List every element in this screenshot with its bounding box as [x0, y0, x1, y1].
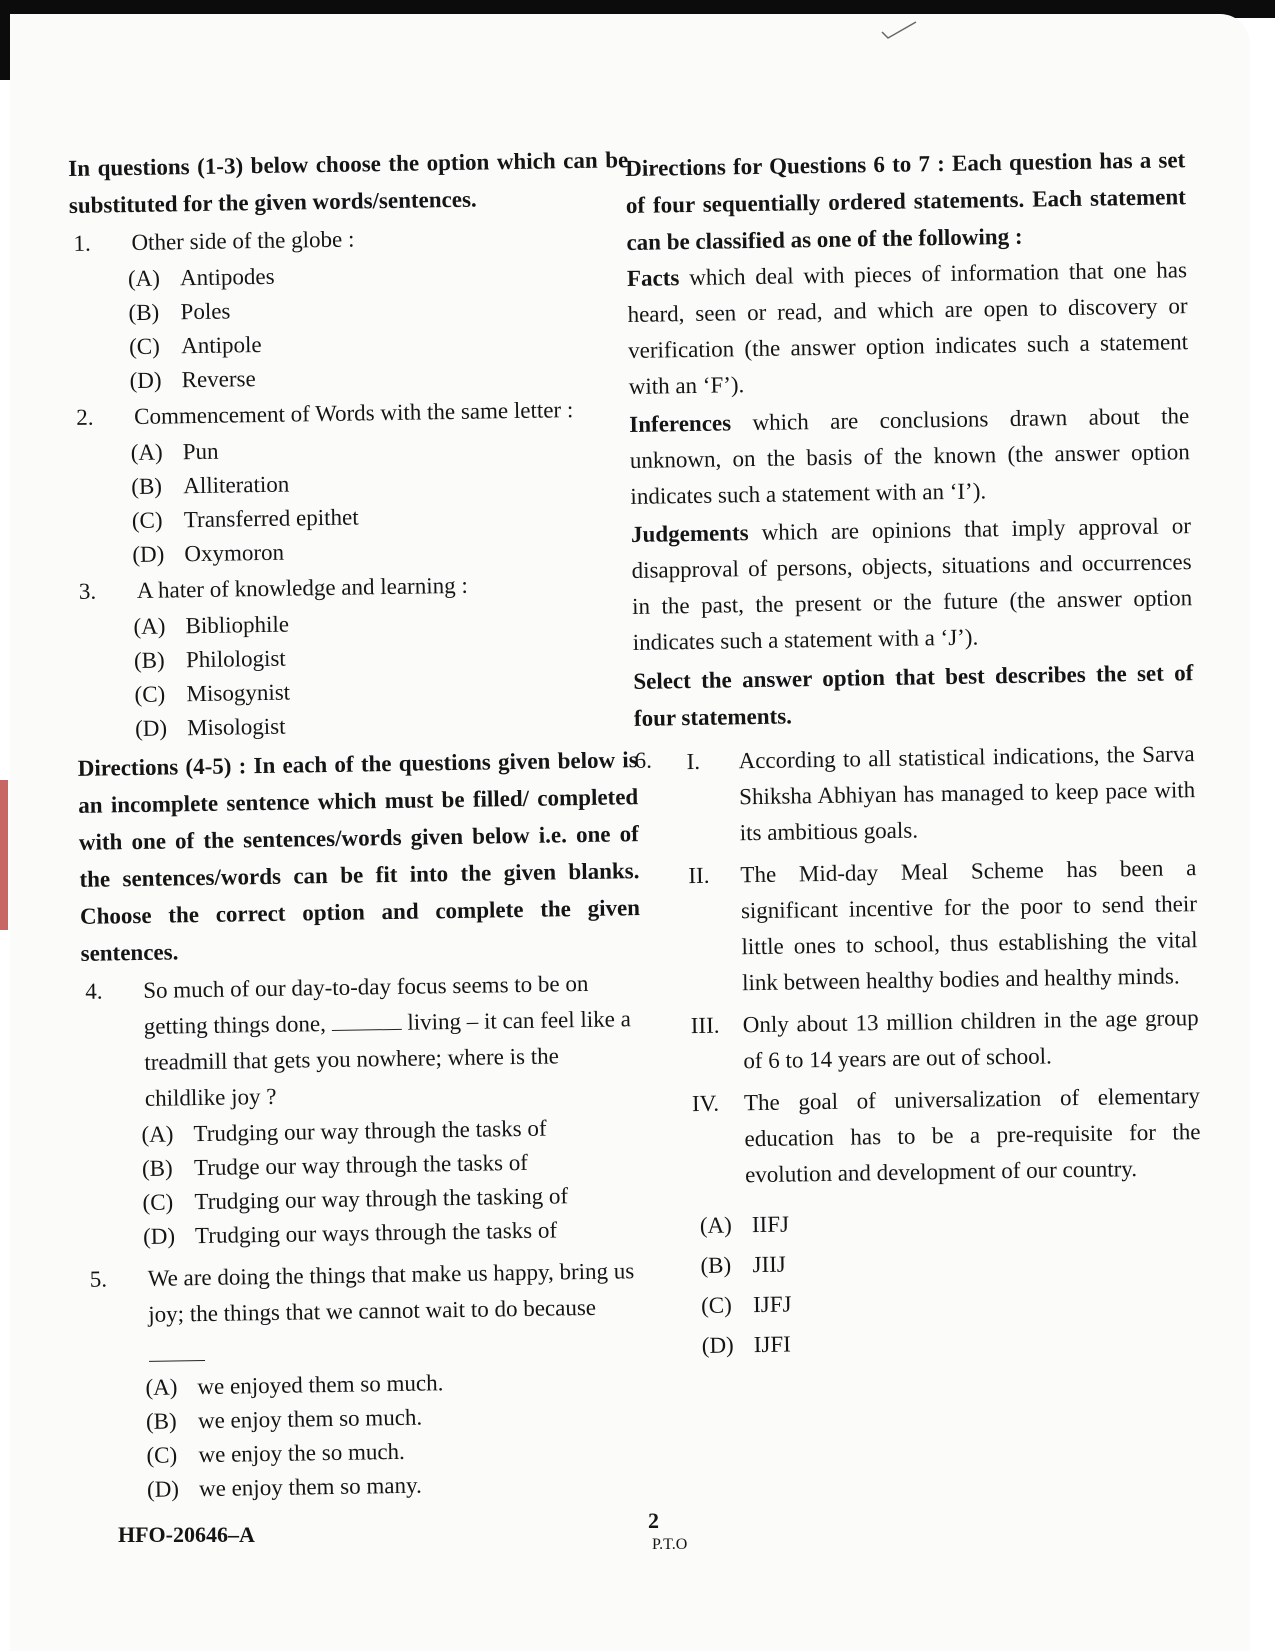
statement-text: According to all statistical indications, the Sarva Shiksha Abhiyan has managed to keep pace with its ambitious goals.	[738, 741, 1196, 846]
option-label: (A)	[133, 613, 166, 640]
question-4	[81, 965, 645, 1254]
question-number: 1.	[73, 230, 91, 256]
option-label: (D)	[134, 715, 168, 742]
option-text: Poles	[180, 298, 231, 325]
option-text: IIFJ	[751, 1211, 790, 1238]
option-text: Trudging our ways through the tasks of	[194, 1217, 558, 1249]
option-text: Philologist	[185, 645, 286, 673]
question-6-options	[642, 1200, 1204, 1369]
fill-in-blank	[331, 1007, 401, 1031]
question-text-after-blank: living – it can feel like a treadmill that gets you nowhere; where is the childlike joy ?	[144, 1006, 632, 1111]
option-label: (B)	[145, 1408, 177, 1434]
option-label: (C)	[128, 333, 160, 360]
statement-label: I.	[686, 748, 701, 775]
question-number: 2.	[76, 404, 94, 430]
question-number: 6.	[634, 747, 653, 773]
option-label: (D)	[142, 1223, 176, 1249]
question-text-before-blank: So much of our day-to-day focus seems to be on getting things done,	[143, 970, 589, 1039]
option-text: Transferred epithet	[183, 504, 359, 533]
judgements-text: which are opinions that imply approval or disapproval of persons, objects, situations and occurrences in the past, the present or the future (the answer option indicates such a statement with a ‘J’).	[631, 513, 1193, 655]
question-text: Other side of the globe :	[131, 226, 355, 256]
booklet-code: HFO-20646–A	[118, 1522, 255, 1547]
option-label: (D)	[146, 1476, 180, 1502]
page-number: 2	[648, 1508, 659, 1533]
question-5	[85, 1253, 649, 1507]
option-label: (D)	[129, 367, 162, 394]
option-label: (C)	[131, 507, 163, 534]
option-text: Alliteration	[183, 471, 290, 499]
option-text: we enjoy them so many.	[198, 1472, 422, 1502]
section-heading-1-3: In questions (1-3) below choose the option which can be substituted for the given words/sentences.	[68, 147, 629, 218]
scan-edge-mark	[0, 780, 8, 930]
option-text: Oxymoron	[184, 539, 285, 567]
option-d[interactable]	[132, 529, 634, 571]
page-turn-mark: P.T.O	[652, 1536, 688, 1553]
right-column	[625, 141, 1204, 1369]
option-text: Antipodes	[179, 263, 275, 291]
statement-ii	[688, 850, 1198, 1002]
select-answer-heading: Select the answer option that best describes the set of four statements.	[633, 660, 1194, 731]
option-label: (B)	[700, 1252, 732, 1278]
option-text: Misologist	[186, 713, 286, 741]
option-label: (C)	[146, 1442, 178, 1468]
question-text: Commencement of Words with the same letter :	[133, 397, 574, 429]
question-2	[72, 391, 635, 572]
facts-text: which deal with pieces of information that one has heard, seen or read, and which are open to discovery or verification (the answer option indicates such a statement with an ‘F’).	[627, 257, 1189, 399]
section-heading-4-5: Directions (4-5) : In each of the questions given below is an incomplete sentence which must be filled/ completed with one of the sentences/words given below i.e. one of the sentences/words can be fit into the given blanks. Choose the correct option and complete the given sentences.	[77, 747, 641, 966]
statement-text: The Mid-day Meal Scheme has been a significant incentive for the poor to send their little ones to school, thus establishing the vital link between healthy bodies and healthy minds.	[740, 855, 1198, 996]
question-6	[634, 734, 1201, 1195]
question-text	[147, 1253, 647, 1370]
option-text: Trudging our way through the tasking of	[194, 1183, 569, 1215]
option-text: Reverse	[181, 366, 256, 393]
statement-iv	[692, 1078, 1202, 1194]
option-label: (B)	[133, 647, 165, 674]
statement-iii	[690, 1000, 1199, 1080]
option-label: (A)	[145, 1374, 178, 1400]
statement-label: III.	[690, 1012, 720, 1039]
statement-text: Only about 13 million children in the age group of 6 to 14 years are out of school.	[742, 1005, 1199, 1074]
option-text: Trudging our way through the tasks of	[193, 1115, 547, 1147]
question-number: 5.	[89, 1266, 108, 1292]
option-label: (B)	[131, 473, 163, 500]
fill-in-blank	[149, 1338, 205, 1362]
option-d[interactable]	[135, 703, 637, 745]
option-text: Pun	[182, 438, 219, 465]
directions-heading-6-7: Directions for Questions 6 to 7 : Each question has a set of four sequentially ordered statements. Each statement can be classified as one of the following :	[625, 147, 1186, 255]
facts-term: Facts	[626, 265, 680, 291]
option-text: we enjoy them so much.	[197, 1404, 423, 1434]
question-1	[69, 217, 632, 398]
option-label: (C)	[134, 681, 166, 708]
option-text: we enjoyed them so much.	[197, 1370, 444, 1400]
option-text: Trudge our way through the tasks of	[193, 1149, 529, 1181]
option-label: (A)	[699, 1212, 733, 1238]
left-column	[68, 141, 649, 1507]
option-label: (C)	[142, 1189, 174, 1215]
option-text: IJFJ	[752, 1291, 792, 1318]
question-number: 4.	[85, 978, 103, 1004]
option-d[interactable]	[702, 1320, 1205, 1368]
option-label: (D)	[132, 541, 165, 568]
question-text-main: We are doing the things that make us happy, bring us joy; the things that we cannot wait to do because	[147, 1258, 635, 1327]
option-label: (A)	[127, 265, 161, 292]
question-number: 3.	[78, 578, 97, 604]
option-text: we enjoy the so much.	[198, 1438, 406, 1468]
option-d[interactable]	[129, 355, 631, 397]
option-label: (B)	[128, 299, 160, 326]
option-label: (C)	[700, 1292, 733, 1318]
inferences-text: which are conclusions drawn about the unknown, on the basis of the known (the answer option indicates such a statement with an ‘I’).	[629, 403, 1191, 509]
facts-definition	[627, 252, 1189, 405]
question-text	[143, 965, 643, 1117]
option-label: (A)	[130, 439, 163, 466]
inferences-definition	[629, 398, 1191, 515]
option-text: IJFI	[753, 1331, 792, 1358]
statement-i	[686, 736, 1196, 852]
statement-label: II.	[688, 862, 710, 889]
option-text: Antipole	[180, 331, 262, 359]
option-label: (D)	[701, 1332, 734, 1358]
question-text: A hater of knowledge and learning :	[136, 572, 468, 603]
statement-text: The goal of universalization of elementary education has to be a pre-requisite for the evolution and development of our country.	[743, 1083, 1201, 1188]
statement-label: IV.	[691, 1090, 720, 1117]
option-label: (A)	[141, 1121, 174, 1147]
option-label: (B)	[141, 1155, 173, 1181]
judgements-definition	[631, 508, 1193, 661]
question-3	[75, 565, 638, 746]
option-text: JIIJ	[752, 1251, 786, 1278]
pen-tick-mark	[880, 18, 920, 42]
option-text: Bibliophile	[185, 611, 290, 639]
option-text: Misogynist	[186, 679, 291, 707]
inferences-term: Inferences	[629, 410, 732, 437]
judgements-term: Judgements	[630, 520, 749, 547]
option-d[interactable]	[143, 1211, 645, 1253]
